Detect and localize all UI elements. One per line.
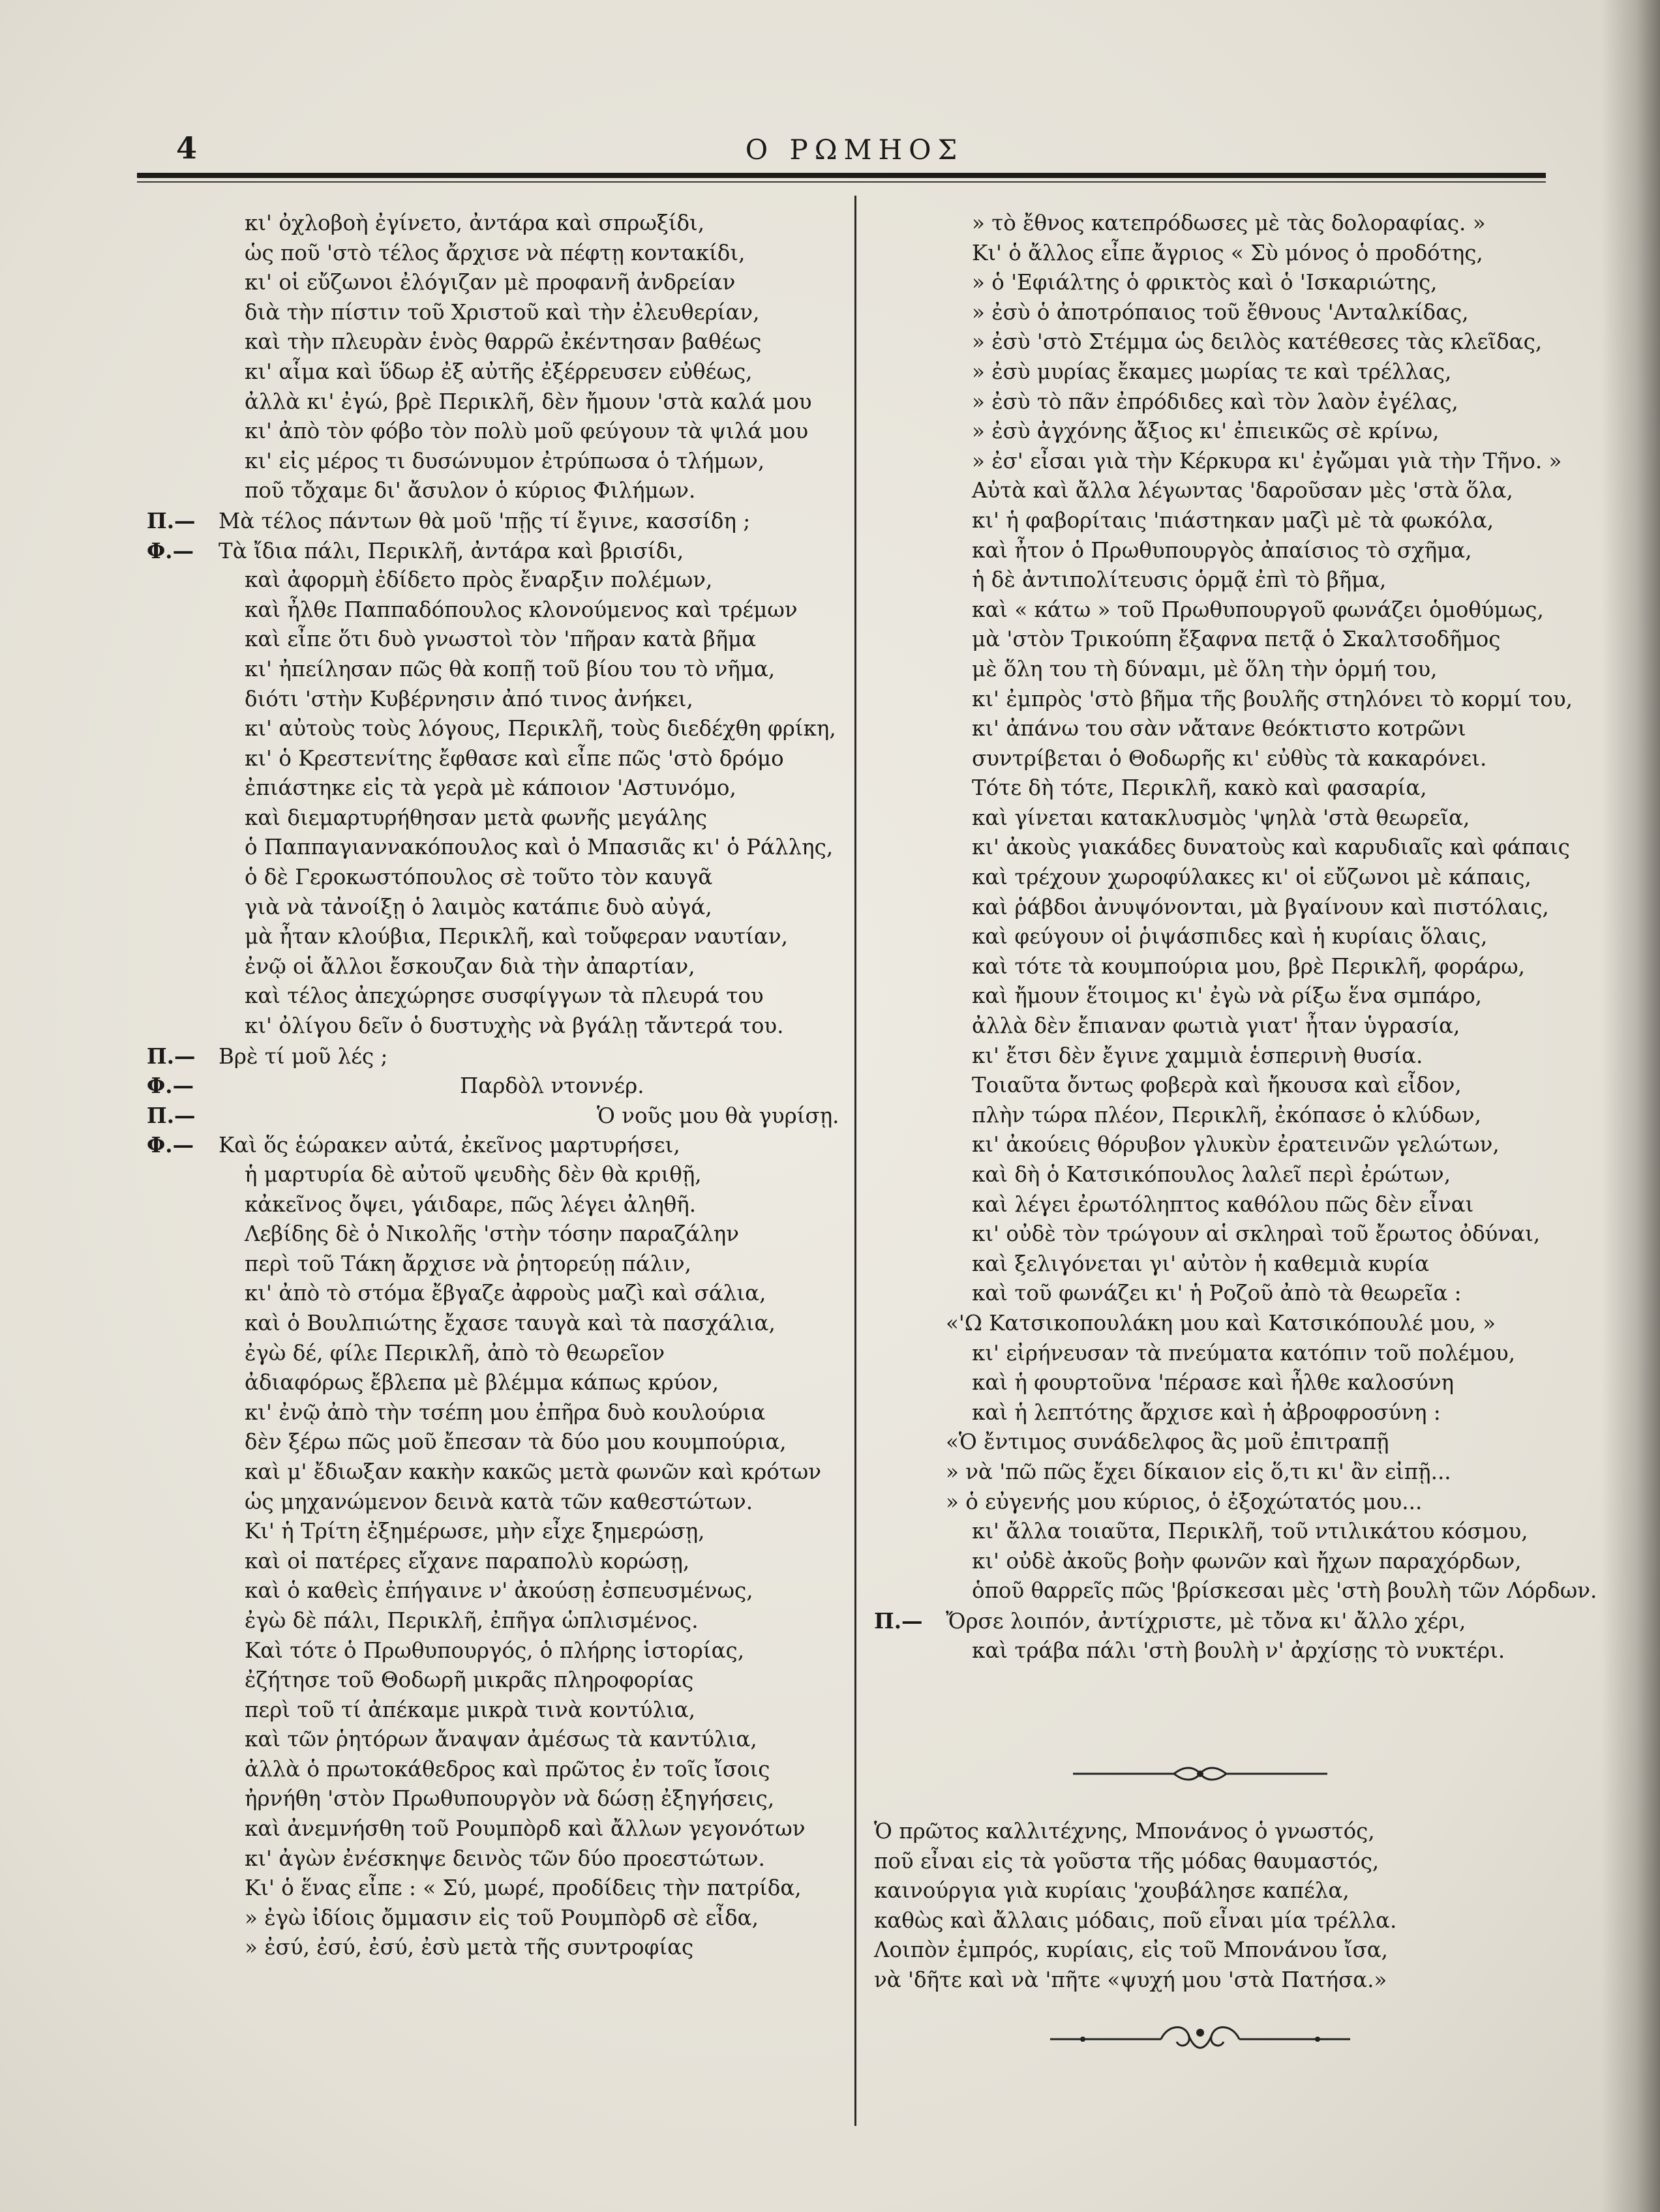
verse-line	[874, 922, 1526, 952]
verse-text: κι' ἀπὸ τὸ στόμα ἔβγαζε ἀφροὺς μαζὶ καὶ σάλια,	[245, 1281, 766, 1306]
verse-text: πλὴν τώρα πλέον, Περικλῆ, ἐκόπασε ὁ κλύδων,	[972, 1102, 1481, 1128]
verse-line	[147, 1844, 845, 1874]
verse-line	[147, 1130, 845, 1160]
verse-text: ἐνῷ οἱ ἄλλοι ἔσκουζαν διὰ τὴν ἀπαρτίαν,	[245, 953, 695, 979]
verse-text: κι' ὀλίγου δεῖν ὁ δυστυχὴς νὰ βγάλῃ τἄντερά του.	[245, 1013, 784, 1039]
verse-line	[147, 1933, 845, 1963]
verse-text: καὶ ἦτον ὁ Πρωθυπουργὸς ἀπαίσιος τὸ σχῆμα,	[972, 537, 1472, 563]
verse-text: κι' οὐδὲ τὸν τρώγουν αἱ σκληραὶ τοῦ ἔρωτος ὀδύναι,	[972, 1221, 1541, 1247]
verse-text: Ὁ νοῦς μου θὰ γυρίσῃ.	[597, 1103, 839, 1128]
verse-line	[874, 1368, 1526, 1398]
verse-line	[874, 1279, 1526, 1309]
verse-line	[874, 595, 1544, 625]
verse-line	[147, 1279, 845, 1309]
verse-text: » τὸ ἔθνος κατεπρόδωσες μὲ τὰς δολοραφίας. »	[972, 211, 1486, 235]
masthead-title: Ο ΡΩΜΗΟΣ	[745, 134, 964, 166]
verse-text: Τὰ ἴδια πάλι, Περικλῆ, ἀντάρα καὶ βρισίδι,	[219, 538, 684, 563]
verse-text: ἀλλὰ ὁ πρωτοκάθεδρος καὶ πρῶτος ἐν τοῖς ἴσοις	[245, 1756, 770, 1782]
verse-text: διὰ τὴν πίστιν τοῦ Χριστοῦ καὶ τὴν ἐλευθερίαν,	[245, 299, 760, 325]
verse-text: ἀλλὰ κι' ἐγώ, βρὲ Περικλῆ, δὲν ἤμουν 'στὰ καλά μου	[245, 389, 812, 414]
verse-text: Παρδὸλ ντοννέρ.	[460, 1073, 644, 1099]
verse-text: καὶ δὴ ὁ Κατσικόπουλος λαλεῖ περὶ ἐρώτων,	[972, 1162, 1451, 1187]
verse-text: » ἐγὼ ἰδίοις ὄμμασιν εἰς τοῦ Ρουμπὸρδ σὲ εἶδα,	[245, 1905, 759, 1930]
verse-line	[147, 1666, 845, 1696]
verse-text: καὶ μ' ἔδιωξαν κακὴν κακῶς μετὰ φωνῶν καὶ κρότων	[245, 1459, 822, 1484]
verse-text: καὶ ἡ λεπτότης ἄρχισε καὶ ἡ ἀβροφροσύνη :	[972, 1399, 1441, 1425]
verse-text: καὶ φεύγουν οἱ ῥιψάσπιδες καὶ ἡ κυρίαις ὅλαις,	[972, 924, 1488, 949]
verse-text: κι' ἀκούεις θόρυβον γλυκὺν ἐρατεινῶν γελώτων,	[972, 1132, 1500, 1158]
verse-line	[147, 1309, 845, 1339]
verse-line	[147, 625, 845, 655]
verse-text: μὰ ἦταν κλούβια, Περικλῆ, καὶ τοὔφεραν ναυτίαν,	[245, 924, 788, 949]
verse-text: καὶ διεμαρτυρήθησαν μετὰ φωνῆς μεγάλης	[245, 805, 708, 830]
verse-line	[147, 893, 845, 923]
verse-line	[874, 714, 1526, 744]
verse-text: μὰ 'στὸν Τρικούπη ἔξαφνα πετᾷ ὁ Σκαλτσοδῆμος	[972, 627, 1501, 652]
verse-line	[147, 1904, 845, 1934]
speaker-label: Π.—	[874, 1607, 923, 1634]
verse-text: καὶ τότε τὰ κουμπούρια μου, βρὲ Περικλῆ, φοράρω,	[972, 953, 1526, 979]
verse-line	[147, 1011, 845, 1041]
verse-line	[147, 1249, 845, 1279]
poem-line: νὰ 'δῆτε καὶ νὰ 'πῆτε «ψυχή μου 'στὰ Πατήσα.»	[874, 1967, 1387, 1992]
verse-text: καὶ τέλος ἀπεχώρησε συσφίγγων τὰ πλευρά του	[245, 983, 764, 1009]
verse-text: καὶ γίνεται κατακλυσμὸς 'ψηλὰ 'στὰ θεωρεῖα,	[972, 805, 1470, 830]
verse-line	[147, 714, 845, 744]
verse-text: ὁποῦ θαρρεῖς πῶς 'βρίσκεσαι μὲς 'στὴ βουλὴ τῶν Λόρδων.	[972, 1578, 1597, 1604]
verse-line	[874, 565, 1526, 595]
verse-line	[147, 1517, 845, 1547]
verse-text: διότι 'στὴν Κυβέρνησιν ἀπό τινος ἀνήκει,	[245, 686, 693, 711]
verse-text: Αὐτὰ καὶ ἄλλα λέγωντας 'δαροῦσαν μὲς 'στὰ ὅλα,	[972, 478, 1513, 503]
verse-text: καὶ ἦλθε Παππαδόπουλος κλονούμενος καὶ τρέμων	[245, 597, 798, 622]
verse-line	[147, 268, 845, 298]
verse-line	[874, 893, 1549, 923]
left-column	[147, 209, 845, 1963]
verse-line	[874, 655, 1526, 685]
verse-text: καὶ τράβα πάλι 'στὴ βουλὴ ν' ἀρχίσῃς τὸ νυκτέρι.	[972, 1637, 1505, 1663]
verse-line	[874, 327, 1543, 357]
verse-line	[147, 1547, 845, 1577]
verse-line	[147, 1160, 845, 1190]
verse-text: «'Ω Κατσικοπουλάκη μου καὶ Κατσικόπουλέ μου, »	[946, 1310, 1496, 1336]
column-divider	[854, 196, 856, 2126]
verse-text: κἀκεῖνος ὄψει, γάιδαρε, πῶς λέγει ἀληθῆ.	[245, 1191, 697, 1217]
verse-line	[147, 863, 845, 893]
verse-line	[874, 209, 1526, 239]
verse-text: καὶ τὴν πλευρὰν ἑνὸς θαρρῶ ἐκέντησαν βαθέως	[245, 329, 762, 355]
verse-line	[874, 387, 1526, 417]
verse-text: Μὰ τέλος πάντων θὰ μοῦ 'πῇς τί ἔγινε, κασσίδη ;	[219, 508, 751, 533]
verse-line	[874, 1636, 1526, 1666]
verse-line	[874, 1160, 1526, 1190]
verse-line	[874, 1101, 1526, 1131]
verse-line	[874, 833, 1570, 863]
verse-line	[147, 1398, 845, 1428]
verse-text: «Ὁ ἔντιμος συνάδελφος ἂς μοῦ ἐπιτραπῇ	[946, 1429, 1389, 1455]
ornament-divider-icon	[1070, 1764, 1331, 1784]
verse-text: Κι' ὁ ἄλλος εἶπε ἄγριος « Σὺ μόνος ὁ προδότης,	[972, 240, 1483, 265]
verse-text: καὶ οἱ πατέρες εἴχανε παραπολὺ κορώσῃ,	[245, 1548, 690, 1574]
verse-line	[147, 1071, 845, 1101]
verse-line	[147, 744, 845, 774]
verse-text: μὲ ὅλη του τὴ δύναμι, μὲ ὅλη τὴν ὁρμή του,	[972, 656, 1438, 681]
verse-text: καὶ ὁ Βουλπιώτης ἔχασε ταυγὰ καὶ τὰ πασχάλια,	[245, 1310, 776, 1336]
page-edge-shadow	[1601, 0, 1660, 2212]
verse-text: καὶ εἶπε ὅτι δυὸ γνωστοὶ τὸν 'πῆραν κατὰ βῆμα	[245, 627, 757, 652]
verse-line	[147, 298, 845, 328]
verse-line	[147, 1874, 845, 1904]
verse-text: Τοιαῦτα ὄντως φοβερὰ καὶ ἤκουσα καὶ εἶδον,	[972, 1073, 1462, 1098]
verse-line	[147, 1636, 845, 1666]
poem-line: καινούργια γιὰ κυρίαις 'χουβάλησε καπέλα,	[874, 1878, 1350, 1904]
verse-line	[874, 1547, 1526, 1577]
verse-text: κι' εἰς μέρος τι δυσώνυμον ἐτρύπωσα ὁ τλήμων,	[245, 448, 765, 473]
verse-text: ὁ δὲ Γεροκωστόπουλος σὲ τοῦτο τὸν καυγᾶ	[245, 865, 713, 890]
verse-line	[874, 1041, 1526, 1071]
poem-line: καθὼς καὶ ἄλλαις μόδαις, ποῦ εἶναι μία τρέλλα.	[874, 1907, 1397, 1933]
verse-line	[874, 476, 1526, 506]
verse-text: ὁ Παππαγιαννακόπουλος καὶ ὁ Μπασιᾶς κι' ὁ Ράλλης,	[245, 835, 834, 860]
verse-text: ἀδιαφόρως ἔβλεπα μὲ βλέμμα κάπως κρύον,	[245, 1370, 719, 1396]
verse-text: καὶ « κάτω » τοῦ Πρωθυπουργοῦ φωνάζει ὁμοθύμως,	[972, 597, 1544, 622]
verse-text: κι' ἠπείλησαν πῶς θὰ κοπῇ τοῦ βίου του τὸ νῆμα,	[245, 656, 776, 681]
verse-text: ἡ δὲ ἀντιπολίτευσις ὁρμᾷ ἐπὶ τὸ βῆμα,	[972, 567, 1387, 593]
verse-text: Τότε δὴ τότε, Περικλῆ, κακὸ καὶ φασαρία,	[972, 775, 1427, 801]
verse-text: ἡ μαρτυρία δὲ αὐτοῦ ψευδὴς δὲν θὰ κριθῇ,	[245, 1162, 702, 1187]
verse-line	[874, 536, 1526, 566]
verse-text: δὲν ξέρω πῶς μοῦ ἔπεσαν τὰ δύο μου κουμπούρια,	[245, 1429, 787, 1455]
verse-line	[874, 1606, 1526, 1636]
verse-text: καὶ ἀφορμὴ ἐδίδετο πρὸς ἔναρξιν πολέμων,	[245, 567, 713, 593]
verse-text: κι' ὁ Κρεστενίτης ἔφθασε καὶ εἶπε πῶς 'στὸ δρόμο	[245, 745, 784, 771]
verse-line	[147, 1784, 845, 1814]
verse-line	[147, 1814, 845, 1844]
verse-line	[147, 1487, 845, 1517]
verse-line	[874, 773, 1526, 803]
verse-text: κι' ὀχλοβοὴ ἐγίνετο, ἀντάρα καὶ σπρωξίδι,	[245, 211, 705, 235]
verse-line	[147, 565, 845, 595]
verse-text: ποῦ τὄχαμε δι' ἄσυλον ὁ κύριος Φιλήμων.	[245, 478, 696, 503]
verse-line	[147, 833, 845, 863]
verse-line	[874, 803, 1526, 833]
verse-text: καὶ ἀνεμνήσθη τοῦ Ρουμπὸρδ καὶ ἄλλων γεγονότων	[245, 1816, 806, 1842]
verse-text: Λεβίδης δὲ ὁ Νικολῆς 'στὴν τόσην παραζάλην	[245, 1221, 740, 1247]
verse-line	[147, 922, 845, 952]
verse-line	[874, 1219, 1541, 1249]
verse-text: ἐζήτησε τοῦ Θοδωρῆ μικρᾶς πληροφορίας	[245, 1667, 694, 1693]
speaker-label: Π.—	[147, 507, 196, 533]
verse-text: κι' αὐτοὺς τοὺς λόγους, Περικλῆ, τοὺς διεδέχθη φρίκη,	[245, 716, 836, 741]
verse-text: συντρίβεται ὁ Θοδωρῆς κι' εὐθὺς τὰ κακαρόνει.	[972, 745, 1487, 771]
verse-line	[874, 447, 1562, 477]
verse-line	[874, 1309, 1526, 1339]
verse-text: κι' οἱ εὔζωνοι ἐλόγιζαν μὲ προφανῆ ἀνδρείαν	[245, 270, 736, 295]
verse-text: κι' ἡ φαβορίταις 'πιάστηκαν μαζὶ μὲ τὰ φωκόλα,	[972, 507, 1494, 533]
verse-line	[874, 1517, 1526, 1547]
verse-text: Βρὲ τί μοῦ λές ;	[219, 1043, 388, 1069]
verse-line	[147, 655, 845, 685]
speaker-label: Φ.—	[147, 1132, 194, 1158]
verse-text: ἠρνήθη 'στὸν Πρωθυπουργὸν νὰ δώσῃ ἐξηγήσεις,	[245, 1786, 775, 1812]
verse-text: » ἐσὺ 'στὸ Στέμμα ὡς δειλὸς κατέθεσες τὰς κλεῖδας,	[972, 329, 1543, 355]
verse-text: κι' ἀγὼν ἐνέσκηψε δεινὸς τῶν δύο προεστώτων.	[245, 1846, 765, 1871]
verse-text: κι' ἀπάνω του σὰν νἄτανε θεόκτιστο κοτρῶνι	[972, 716, 1466, 741]
verse-text: Κι' ἡ Τρίτη ἐξημέρωσε, μὴν εἶχε ξημερώσῃ,	[245, 1519, 705, 1544]
poem-line: ποῦ εἶναι εἰς τὰ γοῦστα τῆς μόδας θαυμαστός,	[874, 1848, 1380, 1874]
poem-line: Λοιπὸν ἐμπρός, κυρίαις, εἰς τοῦ Μπονάνου ἴσα,	[874, 1937, 1388, 1963]
verse-line	[147, 773, 845, 803]
verse-text: » ἐσὺ μυρίας ἔκαμες μωρίας τε καὶ τρέλλας,	[972, 359, 1452, 384]
verse-line	[147, 685, 845, 715]
verse-text: γιὰ νὰ τἀνοίξῃ ὁ λαιμὸς κατάπιε δυὸ αὐγά,	[245, 894, 712, 919]
verse-text: κι' ἔτσι δὲν ἔγινε χαμμιὰ ἑσπερινὴ θυσία.	[972, 1043, 1423, 1068]
verse-text: κι' ἀπὸ τὸν φόβο τὸν πολὺ μοῦ φεύγουν τὰ ψιλά μου	[245, 419, 809, 444]
verse-line	[874, 952, 1526, 982]
advertisement-poem	[874, 1816, 1526, 1995]
verse-line	[147, 1339, 845, 1369]
verse-line	[874, 506, 1526, 536]
verse-line	[147, 1457, 845, 1487]
verse-line	[147, 1606, 845, 1636]
verse-line	[874, 1130, 1526, 1160]
verse-line	[147, 357, 845, 387]
verse-text: ἐγὼ δὲ πάλι, Περικλῆ, ἐπῆγα ὡπλισμένος.	[245, 1607, 699, 1633]
verse-line	[147, 387, 845, 417]
verse-line	[874, 685, 1573, 715]
verse-line	[147, 536, 845, 566]
verse-text: Καὶ ὅς ἑώρακεν αὐτά, ἐκεῖνος μαρτυρήσει,	[219, 1133, 680, 1158]
header-rule	[137, 173, 1546, 178]
verse-line	[147, 1755, 845, 1785]
flourish-ornament-icon	[1044, 2018, 1357, 2057]
verse-text: » ὁ εὐγενής μου κύριος, ὁ ἐξοχώτατός μου...	[946, 1489, 1423, 1514]
verse-text: κι' ἐμπρὸς 'στὸ βῆμα τῆς βουλῆς στηλόνει τὸ κορμί του,	[972, 686, 1573, 711]
verse-line	[147, 1041, 845, 1071]
verse-line	[874, 625, 1526, 655]
verse-line	[874, 1011, 1526, 1041]
verse-line	[874, 1190, 1526, 1220]
verse-line	[147, 1427, 845, 1457]
verse-text: κι' ἀκοὺς γιακάδες δυνατοὺς καὶ καρυδιαῖς καὶ φάπαις	[972, 835, 1570, 860]
verse-text: » ἐσὺ τὸ πᾶν ἐπρόδιδες καὶ τὸν λαὸν ἐγέλας,	[972, 389, 1458, 414]
verse-line	[874, 298, 1526, 328]
verse-line	[147, 981, 845, 1011]
verse-line	[147, 1368, 845, 1398]
verse-text: κι' αἷμα καὶ ὕδωρ ἐξ αὐτῆς ἐξέρρευσεν εὐθέως,	[245, 359, 753, 384]
verse-line	[147, 1219, 845, 1249]
verse-text: καὶ ἤμουν ἕτοιμος κι' ἐγὼ νὰ ρίξω ἕνα σμπάρο,	[972, 983, 1483, 1009]
verse-text: ἐγὼ δέ, φίλε Περικλῆ, ἀπὸ τὸ θεωρεῖον	[245, 1340, 665, 1366]
verse-text: καὶ τῶν ῥητόρων ἄναψαν ἀμέσως τὰ καντύλια,	[245, 1727, 757, 1752]
verse-line	[147, 1190, 845, 1220]
poem-line: Ὁ πρῶτος καλλιτέχνης, Μπονάνος ὁ γνωστός,	[874, 1819, 1375, 1844]
verse-line	[874, 1457, 1526, 1487]
verse-text: κι' εἰρήνευσαν τὰ πνεύματα κατόπιν τοῦ πολέμου,	[972, 1340, 1516, 1366]
verse-line	[874, 981, 1526, 1011]
verse-line	[874, 863, 1532, 893]
header-rule-thin	[137, 181, 1546, 183]
verse-line	[147, 952, 845, 982]
verse-line	[147, 1696, 845, 1726]
verse-text: ὡς μηχανώμενον δεινὰ κατὰ τῶν καθεστώτων.	[245, 1489, 753, 1514]
verse-line	[874, 1339, 1526, 1369]
verse-text: κι' ἄλλα τοιαῦτα, Περικλῆ, τοῦ ντιλικάτου κόσμου,	[972, 1519, 1528, 1544]
verse-line	[147, 1725, 845, 1755]
verse-text: ἐπιάστηκε εἰς τὰ γερὰ μὲ κάποιον 'Αστυνόμο,	[245, 775, 736, 801]
verse-text: περὶ τοῦ τί ἀπέκαμε μικρὰ τινὰ κοντύλια,	[245, 1697, 696, 1722]
verse-text: καὶ ῥάβδοι ἀνυψόνονται, μὰ βγαίνουν καὶ πιστόλαις,	[972, 894, 1549, 919]
verse-text: περὶ τοῦ Τάκη ἄρχισε νὰ ῥητορεύῃ πάλιν,	[245, 1251, 691, 1276]
verse-line	[874, 1427, 1526, 1457]
verse-line	[147, 1101, 845, 1131]
verse-text: Κι' ὁ ἕνας εἶπε : « Σύ, μωρέ, προδίδεις τὴν πατρίδα,	[245, 1876, 802, 1901]
verse-line	[147, 595, 845, 625]
verse-text: κι' ἐνῷ ἀπὸ τὴν τσέπη μου ἐπῆρα δυὸ κουλούρια	[245, 1399, 766, 1425]
verse-line	[874, 357, 1526, 387]
verse-text: » ἐσύ, ἐσύ, ἐσύ, ἐσὺ μετὰ τῆς συντροφίας	[245, 1935, 694, 1960]
verse-text: Ὄρσε λοιπόν, ἀντίχριστε, μὲ τὄνα κι' ἄλλο χέρι,	[946, 1608, 1466, 1634]
verse-text: » ἐσὺ ἀγχόνης ἄξιος κι' ἐπιεικῶς σὲ κρίνω,	[972, 419, 1440, 444]
verse-line	[874, 1487, 1526, 1517]
verse-text: » ἐσ' εἶσαι γιὰ τὴν Κέρκυρα κι' ἐγὤμαι γιὰ τὴν Τῆνο. »	[972, 448, 1562, 473]
verse-text: καὶ λέγει ἐρωτόληπτος καθόλου πῶς δὲν εἶναι	[972, 1191, 1474, 1217]
verse-line	[147, 447, 845, 477]
verse-line	[147, 1576, 845, 1606]
verse-text: ἀλλὰ δὲν ἔπιαναν φωτιὰ γιατ' ἦταν ὑγρασία,	[972, 1013, 1460, 1039]
verse-line	[147, 417, 845, 447]
verse-text: Καὶ τότε ὁ Πρωθυπουργός, ὁ πλήρης ἱστορίας,	[245, 1637, 745, 1663]
verse-line	[874, 744, 1526, 774]
right-column	[874, 209, 1597, 1666]
verse-text: κι' οὐδὲ ἀκοῦς βοὴν φωνῶν καὶ ἤχων παραχόρδων,	[972, 1548, 1522, 1574]
verse-text: καὶ ξελιγόνεται γι' αὐτὸν ἡ καθεμιὰ κυρία	[972, 1251, 1430, 1276]
verse-line	[147, 506, 845, 536]
verse-line	[874, 417, 1526, 447]
verse-line	[874, 1576, 1597, 1606]
speaker-label: Φ.—	[147, 537, 194, 563]
verse-line	[147, 239, 845, 269]
speaker-label: Φ.—	[147, 1073, 194, 1099]
verse-text: ὡς ποῦ 'στὸ τέλος ἄρχισε νὰ πέφτῃ κοντακίδι,	[245, 240, 746, 265]
verse-text: » ἐσὺ ὁ ἀποτρόπαιος τοῦ ἔθνους 'Ανταλκίδας,	[972, 299, 1469, 325]
verse-text: » νὰ 'πῶ πῶς ἔχει δίκαιον εἰς ὅ,τι κι' ἂν εἰπῇ...	[946, 1459, 1451, 1484]
speaker-label: Π.—	[147, 1102, 196, 1128]
verse-line	[147, 209, 845, 239]
verse-text: καὶ ὁ καθεὶς ἐπήγαινε ν' ἀκούσῃ ἐσπευσμένως,	[245, 1578, 753, 1604]
page-number: 4	[176, 130, 199, 166]
speaker-label: Π.—	[147, 1043, 196, 1069]
verse-line	[874, 1398, 1526, 1428]
verse-text: καὶ ἡ φουρτοῦνα 'πέρασε καὶ ἦλθε καλοσύνη	[972, 1370, 1454, 1396]
verse-line	[874, 268, 1526, 298]
verse-text: καὶ τρέχουν χωροφύλακες κι' οἱ εὔζωνοι μὲ κάπαις,	[972, 865, 1532, 890]
verse-line	[874, 239, 1526, 269]
verse-line	[147, 476, 845, 506]
verse-line	[874, 1249, 1526, 1279]
verse-line	[874, 1071, 1526, 1101]
verse-line	[147, 803, 845, 833]
verse-text: » ὁ 'Εφιάλτης ὁ φρικτὸς καὶ ὁ 'Ισκαριώτης,	[972, 270, 1438, 295]
verse-line	[147, 327, 845, 357]
verse-text: καὶ τοῦ φωνάζει κι' ἡ Ροζοῦ ἀπὸ τὰ θεωρεῖα :	[972, 1281, 1462, 1306]
